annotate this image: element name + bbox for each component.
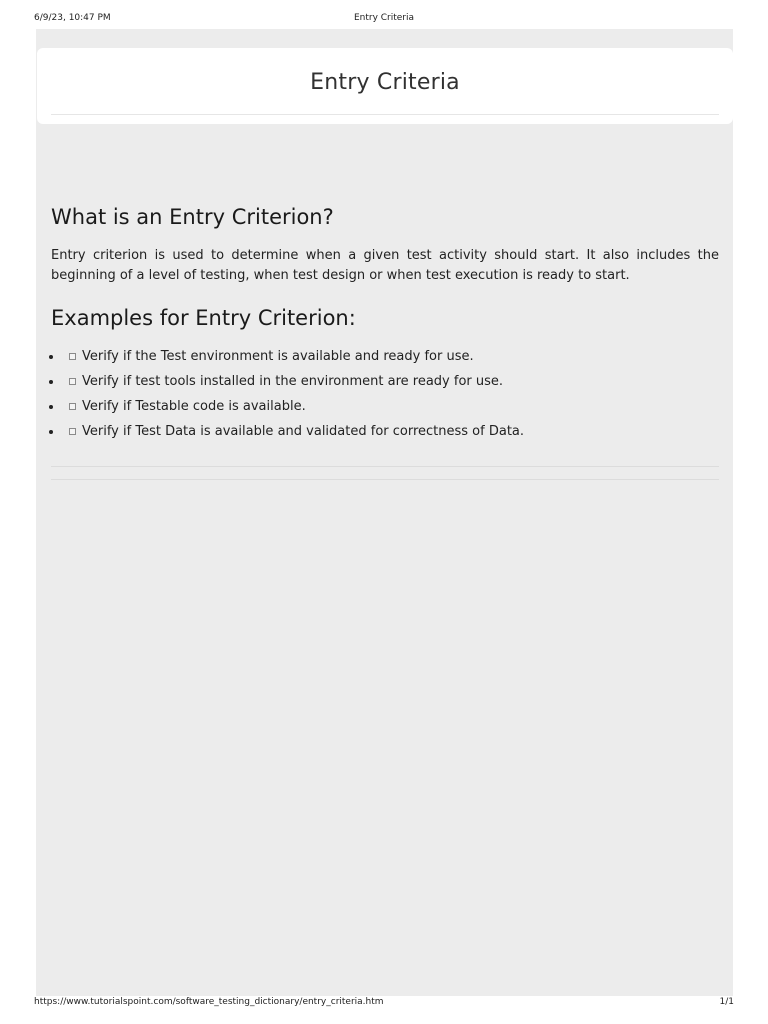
list-item [51,398,719,423]
examples-heading: Examples for Entry Criterion: [51,306,356,330]
intro-paragraph: Entry criterion is used to determine when a given test activity should start. It also includes the beginning of a level of testing, when test design or when test execution is ready to start. [51,248,719,283]
list-item-text: Verify if test tools installed in the environment are ready for use. [82,374,504,389]
list-item-text: Verify if the Test environment is available and ready for use. [82,349,474,364]
page-content-area [36,29,733,996]
section-heading: What is an Entry Criterion? [51,205,334,229]
title-card [37,48,733,124]
list-item-text: Verify if Test Data is available and validated for correctness of Data. [82,424,525,439]
bullet-icon [49,380,53,384]
content-divider [51,466,719,467]
square-bullet-icon [69,403,76,410]
square-bullet-icon [69,378,76,385]
print-url: https://www.tutorialspoint.com/software_testing_dictionary/entry_criteria.htm [34,997,384,1007]
bullet-icon [49,430,53,434]
article-body [51,205,719,448]
title-divider [51,114,719,115]
print-title: Entry Criteria [353,13,415,23]
print-header [0,13,768,27]
list-item [51,348,719,373]
bullet-icon [49,355,53,359]
content-divider [51,479,719,480]
print-footer [0,997,768,1011]
print-datetime: 6/9/23, 10:47 PM [34,13,111,23]
square-bullet-icon [69,353,76,360]
list-item-text: Verify if Testable code is available. [82,399,306,414]
examples-list [51,348,719,448]
list-item [51,373,719,398]
page-title: Entry Criteria [310,70,460,95]
print-page-number: 1/1 [719,997,734,1007]
square-bullet-icon [69,428,76,435]
bullet-icon [49,405,53,409]
list-item [51,423,719,448]
